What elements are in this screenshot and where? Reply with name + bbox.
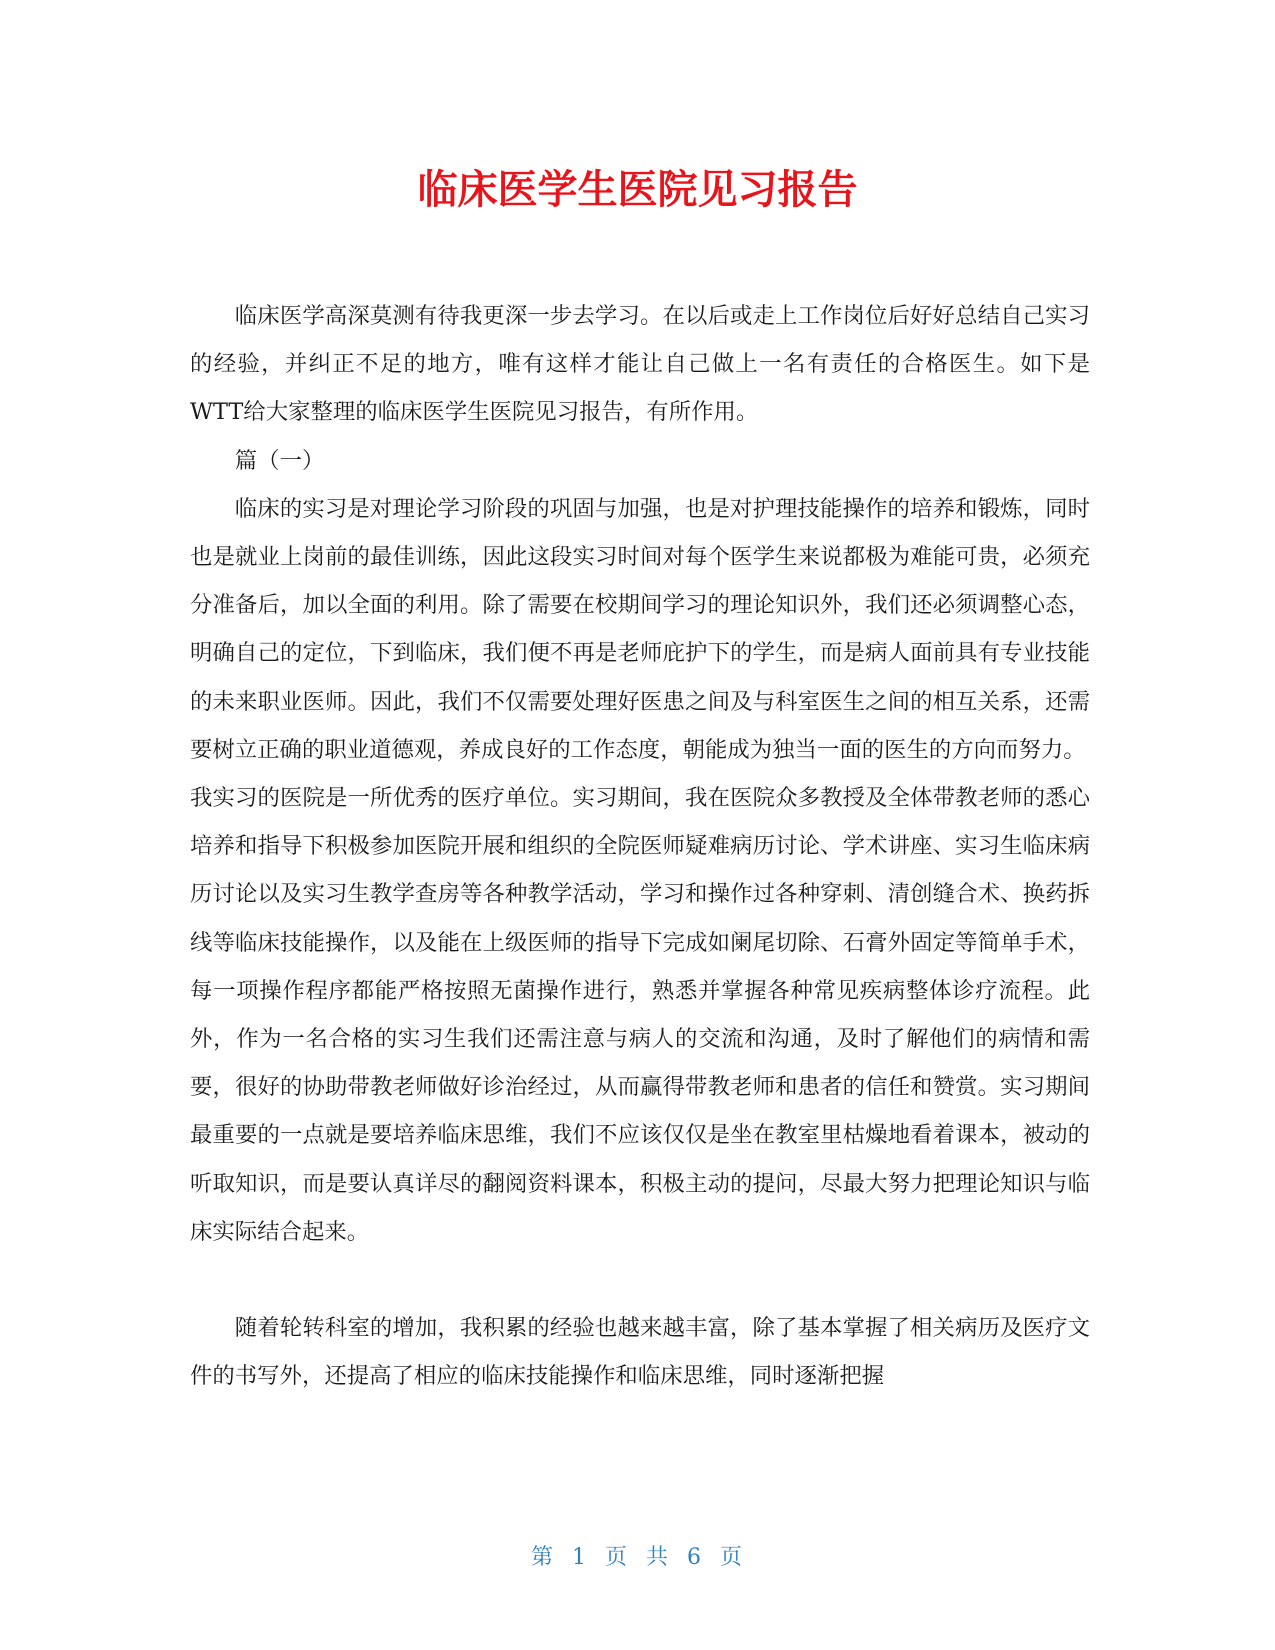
document-body	[190, 292, 1090, 1400]
section-heading: 篇（一）	[234, 447, 325, 474]
paragraph-intro: 临床医学高深莫测有待我更深一步去学习。在以后或走上工作岗位后好好总结自己实习的经验，并纠正不足的地方，唯有这样才能让自己做上一名有责任的合格医生。如下是WTT给大家整理的临床医学生医院见习报告，有所作用。	[190, 303, 1090, 426]
paragraph: 随着轮转科室的增加，我积累的经验也越来越丰富，除了基本掌握了相关病历及医疗文件的书写外，还提高了相应的临床技能操作和临床思维，同时逐渐把握	[190, 1315, 1090, 1390]
document-title: 临床医学生医院见习报告	[417, 167, 858, 213]
paragraph: 我实习的医院是一所优秀的医疗单位。实习期间，我在医院众多教授及全体带教老师的悉心培养和指导下积极参加医院开展和组织的全院医师疑难病历讨论、学术讲座、实习生临床病历讨论以及实习生教学查房等各种教学活动，学习和操作过各种穿刺、清创缝合术、换药拆线等临床技能操作，以及能在上级医师的指导下完成如阑尾切除、石膏外固定等简单手术，每一项操作程序都能严格按照无菌操作进行，熟悉并掌握各种常见疾病整体诊疗流程。此外，作为一名合格的实习生我们还需注意与病人的交流和沟通，及时了解他们的病情和需要，很好的协助带教老师做好诊治经过，从而赢得带教老师和患者的信任和赞赏。实习期间最重要的一点就是要培养临床思维，我们不应该仅仅是坐在教室里枯燥地看着课本，被动的听取知识，而是要认真详尽的翻阅资料课本，积极主动的提问，尽最大努力把理论知识与临床实际结合起来。	[190, 785, 1090, 1245]
paragraph: 临床的实习是对理论学习阶段的巩固与加强，也是对护理技能操作的培养和锻炼，同时也是就业上岗前的最佳训练，因此这段实习时间对每个医学生来说都极为难能可贵，必须充分准备后，加以全面的利用。除了需要在校期间学习的理论知识外，我们还必须调整心态，明确自己的定位，下到临床，我们便不再是老师庇护下的学生，而是病人面前具有专业技能的未来职业医师。因此，我们不仅需要处理好医患之间及与科室医生之间的相互关系，还需要树立正确的职业道德观，养成良好的工作态度，朝能成为独当一面的医生的方向而努力。	[190, 495, 1090, 763]
page-number: 第 1 页 共 6 页	[531, 1545, 744, 1570]
